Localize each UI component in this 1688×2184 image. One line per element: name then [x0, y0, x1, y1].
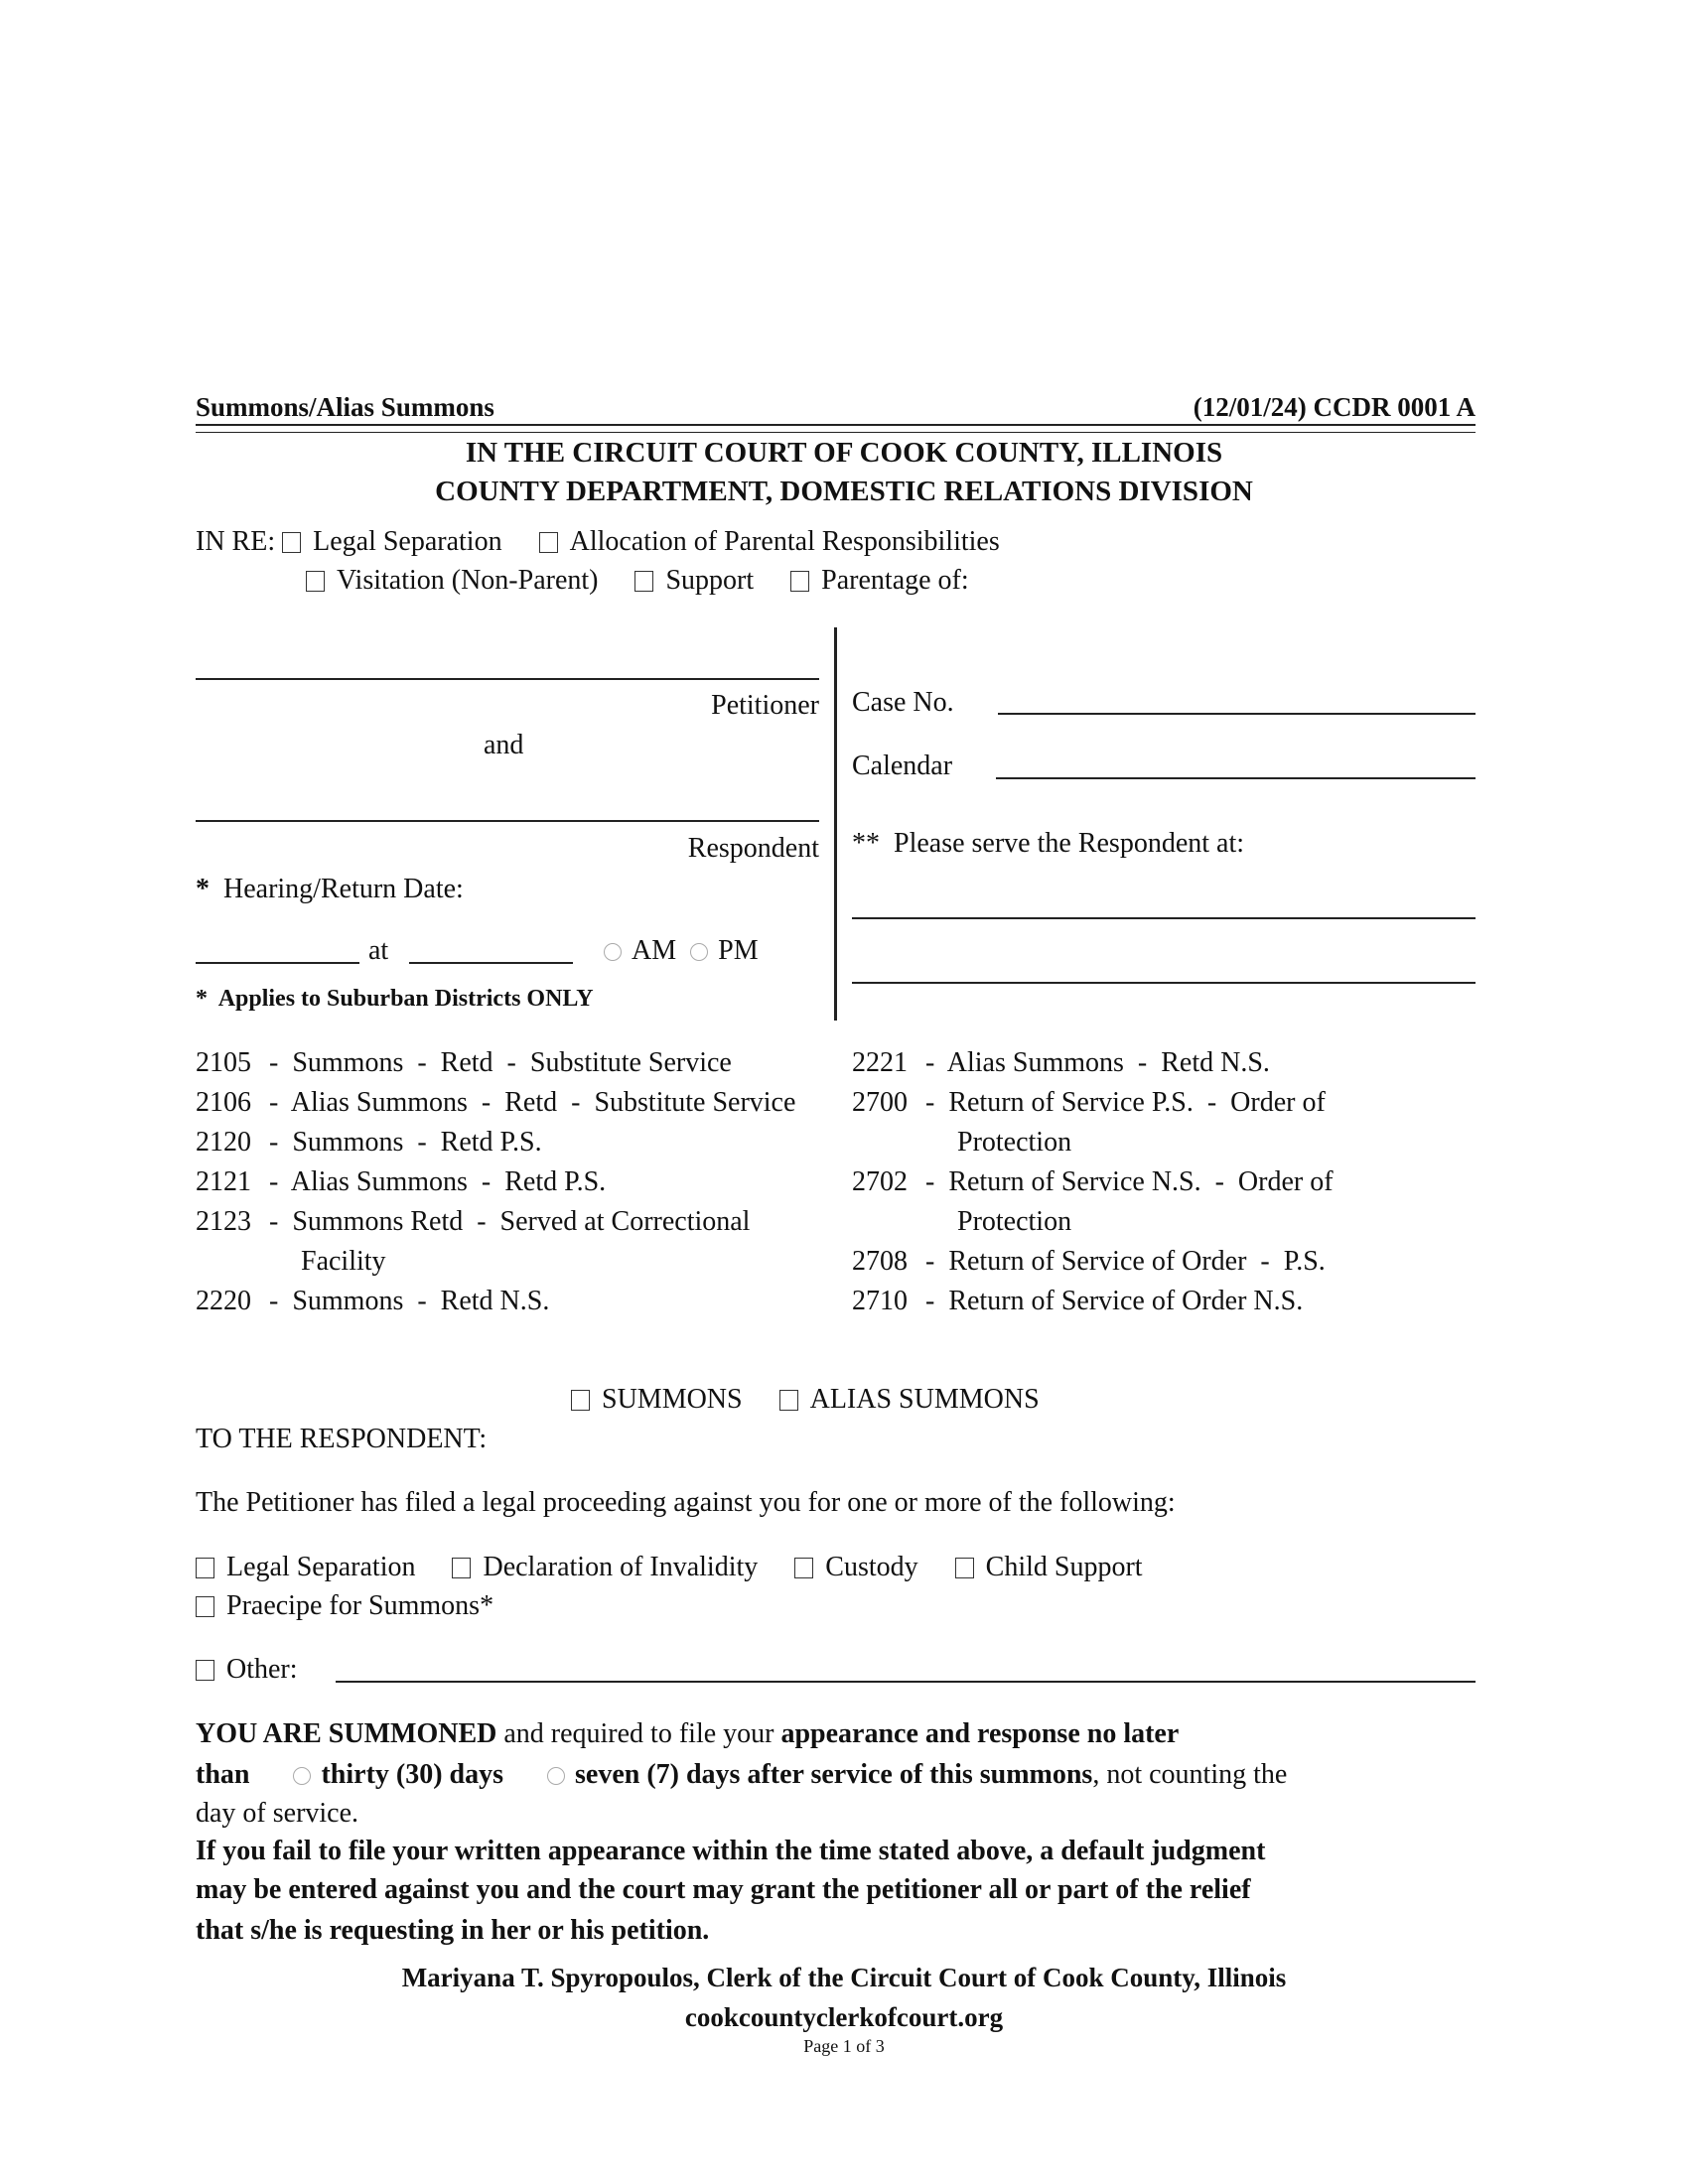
code-description: - Summons Retd - Served at Correctional Facility [269, 1206, 758, 1277]
hearing-date-line[interactable] [196, 962, 359, 964]
warning-line-1: If you fail to file your written appearance within the time stated above, a default judgment [196, 1836, 1266, 1866]
proceeding-custody[interactable] [794, 1552, 917, 1582]
at-label: at [368, 935, 389, 966]
radio[interactable] [604, 943, 622, 961]
code-number: 2105 [196, 1047, 251, 1078]
header-rule [196, 424, 1476, 426]
checkbox[interactable] [634, 571, 653, 592]
code-number: 2120 [196, 1127, 251, 1158]
summoned-line-2 [196, 1755, 1287, 1795]
text-bold: than [196, 1759, 250, 1790]
in-re-visitation[interactable] [306, 565, 598, 596]
form-title: Summons/Alias Summons [196, 392, 494, 422]
to-respondent: TO THE RESPONDENT: [196, 1424, 488, 1454]
other-line[interactable] [336, 1681, 1476, 1683]
checkbox[interactable] [282, 532, 301, 553]
code-item [196, 1043, 831, 1083]
proceeding-child-support[interactable] [955, 1552, 1143, 1582]
summons-label: SUMMONS [602, 1384, 743, 1415]
code-description: - Return of Service N.S. - Order of Protection [925, 1166, 1340, 1237]
in-re-parentage[interactable] [790, 565, 969, 596]
petitioner-name-line[interactable] [196, 678, 819, 680]
code-number: 2121 [196, 1166, 251, 1197]
proceeding-legal-separation[interactable] [196, 1552, 415, 1582]
case-no-label: Case No. [852, 687, 954, 718]
hearing-time-line[interactable] [409, 962, 573, 964]
code-number: 2221 [852, 1047, 908, 1078]
code-description: - Summons - Retd N.S. [269, 1286, 550, 1316]
page-number: Page 1 of 3 [803, 2036, 885, 2056]
respondent-label: Respondent [687, 833, 819, 864]
in-re-legal-separation[interactable] [282, 526, 501, 557]
court-title-1: IN THE CIRCUIT COURT OF COOK COUNTY, ILLINOIS [465, 437, 1223, 469]
case-no-line[interactable] [998, 713, 1476, 715]
option-label: Legal Separation [313, 526, 502, 557]
checkbox[interactable] [196, 1558, 214, 1578]
code-description: - Summons - Retd - Substitute Service [269, 1047, 732, 1078]
code-item [852, 1083, 1408, 1162]
option-label: Child Support [985, 1552, 1143, 1582]
code-description: - Return of Service of Order N.S. [925, 1286, 1304, 1316]
code-description: - Summons - Retd P.S. [269, 1127, 542, 1158]
in-re-row-1 [196, 522, 1000, 562]
code-number: 2710 [852, 1286, 908, 1316]
thirty-days-radio[interactable] [293, 1759, 503, 1790]
checkbox[interactable] [539, 532, 558, 553]
radio[interactable] [293, 1767, 311, 1785]
code-item [196, 1202, 831, 1282]
text: , not counting the [1092, 1759, 1288, 1790]
calendar-line[interactable] [996, 777, 1476, 779]
serve-label [852, 824, 1244, 864]
code-description: - Alias Summons - Retd N.S. [925, 1047, 1270, 1078]
code-item [196, 1162, 831, 1202]
petitioner-label: Petitioner [711, 690, 819, 721]
codes-right-list [852, 1043, 1408, 1321]
calendar-label: Calendar [852, 751, 953, 781]
serve-text: Please serve the Respondent at: [894, 828, 1245, 859]
warning-line-3: that s/he is requesting in her or his petition. [196, 1915, 710, 1946]
option-label: Praecipe for Summons* [226, 1590, 494, 1621]
code-number: 2700 [852, 1087, 908, 1118]
code-item [852, 1162, 1408, 1242]
option-label: Allocation of Parental Responsibilities [569, 526, 1000, 557]
checkbox[interactable] [790, 571, 809, 592]
option-label: Visitation (Non-Parent) [337, 565, 599, 596]
radio[interactable] [547, 1767, 565, 1785]
option-label: Support [665, 565, 755, 596]
note-text: Applies to Suburban Districts ONLY [217, 986, 594, 1012]
am-radio[interactable] [604, 935, 676, 966]
other-label: Other: [226, 1654, 298, 1685]
summons-type-row [571, 1380, 1040, 1420]
summons-checkbox[interactable] [571, 1384, 743, 1415]
text: and required to file your [496, 1718, 781, 1749]
am-label: AM [632, 935, 677, 966]
column-divider [834, 627, 837, 1021]
thirty-days-label: thirty (30) days [321, 1759, 504, 1790]
suburban-note [196, 979, 594, 1019]
checkbox[interactable] [779, 1390, 798, 1411]
code-item [196, 1282, 831, 1321]
option-label: Declaration of Invalidity [483, 1552, 759, 1582]
code-number: 2123 [196, 1206, 251, 1237]
seven-days-label: seven (7) days after service of this summons [575, 1759, 1093, 1790]
hearing-label-text: Hearing/Return Date: [223, 874, 464, 904]
am-pm-radio-group [604, 931, 759, 971]
code-number: 2220 [196, 1286, 251, 1316]
code-description: - Alias Summons - Retd P.S. [269, 1166, 607, 1197]
asterisk: * [196, 986, 208, 1012]
filed-text: The Petitioner has filed a legal proceeding against you for one or more of the following: [196, 1487, 1176, 1518]
checkbox[interactable] [955, 1558, 974, 1578]
checkbox[interactable] [452, 1558, 471, 1578]
proceedings-row-1 [196, 1548, 1143, 1587]
checkbox[interactable] [196, 1596, 214, 1617]
code-number: 2702 [852, 1166, 908, 1197]
code-number: 2708 [852, 1246, 908, 1277]
summoned-heading: YOU ARE SUMMONED [196, 1718, 497, 1749]
warning-line-2: may be entered against you and the court may grant the petitioner all or part of the relief [196, 1874, 1251, 1905]
radio[interactable] [690, 943, 708, 961]
clerk-website[interactable]: cookcountyclerkofcourt.org [684, 2002, 1004, 2032]
alias-summons-checkbox[interactable] [779, 1384, 1040, 1415]
court-title-2: COUNTY DEPARTMENT, DOMESTIC RELATIONS DIVISION [435, 476, 1253, 507]
serve-address-line-2[interactable] [852, 982, 1476, 984]
code-number: 2106 [196, 1087, 251, 1118]
code-item [852, 1043, 1408, 1083]
checkbox[interactable] [196, 1660, 214, 1681]
in-re-support[interactable] [634, 565, 754, 596]
proceeding-invalidity[interactable] [452, 1552, 758, 1582]
summoned-line-1 [196, 1714, 1179, 1754]
code-item [196, 1123, 831, 1162]
hearing-date-label [196, 870, 464, 909]
code-item [852, 1242, 1408, 1282]
code-description: - Return of Service of Order - P.S. [925, 1246, 1326, 1277]
proceeding-praecipe[interactable] [196, 1586, 493, 1626]
double-asterisk: ** [852, 828, 880, 859]
in-re-row-2 [306, 561, 969, 601]
code-description: - Alias Summons - Retd - Substitute Service [269, 1087, 796, 1118]
option-label: Parentage of: [821, 565, 969, 596]
in-re-allocation[interactable] [539, 526, 1000, 557]
alias-summons-label: ALIAS SUMMONS [809, 1384, 1040, 1415]
seven-days-radio[interactable] [547, 1759, 1092, 1790]
proceeding-other[interactable] [196, 1650, 298, 1690]
respondent-name-line[interactable] [196, 820, 819, 822]
asterisk: * [196, 874, 210, 904]
checkbox[interactable] [306, 571, 325, 592]
summoned-line-3: day of service. [196, 1798, 359, 1829]
code-item [852, 1282, 1408, 1321]
checkbox[interactable] [794, 1558, 813, 1578]
code-description: - Return of Service P.S. - Order of Protection [925, 1087, 1333, 1158]
pm-label: PM [718, 935, 759, 966]
pm-radio[interactable] [690, 935, 758, 966]
option-label: Custody [825, 1552, 918, 1582]
code-item [196, 1083, 831, 1123]
serve-address-line-1[interactable] [852, 917, 1476, 919]
form-code: (12/01/24) CCDR 0001 A [1193, 392, 1476, 422]
and-label: and [484, 730, 524, 760]
text-bold: appearance and response no later [780, 1718, 1180, 1749]
in-re-label: IN RE: [196, 526, 276, 557]
checkbox[interactable] [571, 1390, 590, 1411]
clerk-name: Mariyana T. Spyropoulos, Clerk of the Circuit Court of Cook County, Illinois [401, 1963, 1287, 1992]
option-label: Legal Separation [226, 1552, 416, 1582]
codes-left-list [196, 1043, 831, 1321]
